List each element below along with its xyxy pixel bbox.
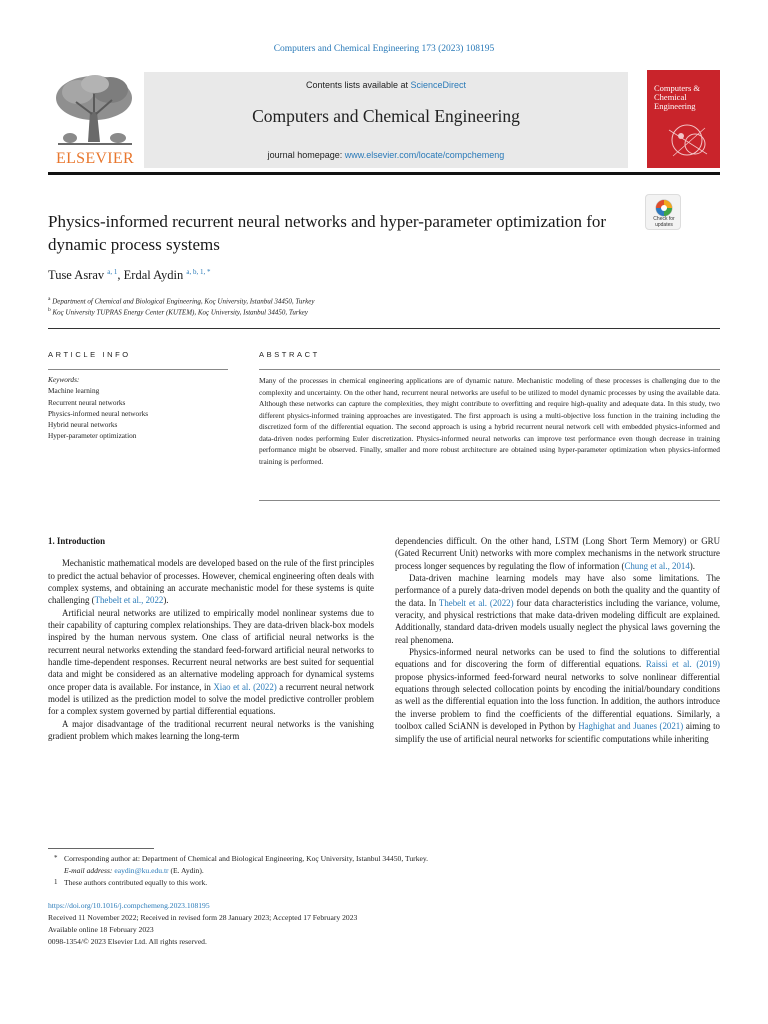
footnote-mark: 1 (54, 878, 58, 886)
available-online-date: Available online 18 February 2023 (48, 925, 154, 934)
cover-artwork-icon (647, 118, 720, 164)
body-paragraph (395, 646, 720, 745)
article-info-rule (48, 369, 228, 370)
body-text: a recurrent neural network model is utilized as the prediction model to solve the model predictive controller problem for a complex system governed by partial differential equations. (48, 681, 374, 717)
footnote-text: These authors contributed equally to this work. (64, 878, 208, 887)
citation-link[interactable]: Xiao et al. (2022) (213, 681, 277, 692)
body-paragraph (48, 607, 374, 718)
section-heading-introduction: 1. Introduction (48, 536, 106, 546)
article-info-heading: ARTICLE INFO (48, 350, 131, 359)
keyword-item: Recurrent neural networks (48, 397, 126, 407)
keyword-item: Hyper-parameter optimization (48, 431, 137, 441)
journal-homepage-link[interactable]: www.elsevier.com/locate/compchemeng (344, 150, 505, 160)
masthead-divider (48, 172, 720, 175)
author-separator: , (117, 268, 124, 283)
abstract-body: Many of the processes in chemical engineering applications are of dynamic nature. Mechanistic modeling of these processes is challenging due to the complexity and uncertainty. On the other hand, recurrent neural networks are useful to be utilized to model dynamic processes by using the available data. Although these networks can capture the complexities, they might contribute to overfitting and require high-quality and adequate data. In this study, two different physics-informed training approaches are investigated. The first approach is using a multi-objective loss function in the training including the discretized form of the differential equation. The second approach is using a hybrid recurrent neural network cell with embedded physics-informed and data-driven nodes performing Euler discretization. Physics-informed neural networks can improve test performance even though decrease in training performance might be observed. Finally, smaller and more robust architecture are obtained using hyper-parameter optimization when physics-informed training is performed. (259, 376, 720, 466)
cover-title: Computers & Chemical Engineering (654, 83, 701, 111)
body-text: Physics-informed neural networks can be used to find the solutions to differential equations and for discovering the form of differential equations. (395, 647, 720, 670)
footnote-equal-contribution (48, 877, 720, 889)
citation-link[interactable]: Haghighat and Juanes (2021) (578, 721, 684, 732)
affiliation-b (48, 307, 308, 316)
citation-link[interactable]: Chung et al., 2014 (624, 560, 690, 571)
citation-link[interactable]: Thebelt et al. (2022) (438, 597, 514, 608)
body-text: propose physics-informed feed-forward neural networks to solve nonlinear differential equations through selected collocation points by encoding the initial/boundary conditions as well as the differential equation into the loss function. In addition, the authors introduce the inverse problem to find the coefficients of the differential equations. Similarly, a toolbox called SciANN is developed in Python by (395, 671, 720, 732)
affiliation-mark: b (48, 307, 51, 313)
contents-prefix: Contents lists available at (305, 80, 411, 90)
journal-header-box (144, 72, 628, 168)
homepage-prefix: journal homepage: (267, 150, 345, 160)
footnote-corresponding (48, 853, 720, 865)
body-text: ). (163, 595, 169, 606)
abstract-heading: ABSTRACT (259, 350, 320, 359)
received-dates: Received 11 November 2022; Received in revised form 28 January 2023; Accepted 17 February 2023 (48, 913, 358, 922)
title-block-divider (48, 328, 720, 329)
affiliation-mark: a (48, 296, 51, 302)
body-text: four data characteristics including the variance, volume, veracity, and physical restrictions that make data-driven modeling difficult are explained. Additionally, standard data-driven models usually neglect the physical laws governing the real phenomena. (395, 597, 720, 645)
body-text: Artificial neural networks are utilized to empirically model nonlinear systems due to their capability of capturing complex relationships. They are data-driven black-box models inspired by the human nervous system. One class of artificial neural networks is the recurrent neural networks extending the standard feed-forward artificial neural networks to handle time-dependent responses. Recurrent neural networks are best suited for sequential data and might be considered as an alternative modeling approach for dynamical systems once proper data is available. For instance, in (48, 607, 374, 692)
journal-cover-thumbnail[interactable] (647, 70, 720, 168)
keywords-block (48, 374, 238, 442)
article-title: Physics-informed recurrent neural networks and hyper-parameter optimization for dynamic process systems (48, 212, 607, 254)
keywords-label: Keywords: (48, 375, 80, 384)
citation-link[interactable]: Thebelt et al., 2022 (94, 595, 164, 606)
body-paragraph (395, 572, 720, 646)
elsevier-wordmark: ELSEVIER (56, 150, 134, 167)
footnote-rule (48, 848, 154, 849)
body-text: Data-driven machine learning models may have also some limitations. The performance of a purely data-driven model depends on both the quality and the quantity of the data. In (395, 573, 720, 608)
author-name[interactable]: Erdal Aydin (123, 268, 184, 283)
body-text: Mechanistic mathematical models are developed based on the rule of the first principles to predict the actual behavior of processes. However, chemical engineering often deals with complex systems, and obtaining an accurate mechanistic model for these systems is quite challenging ( (48, 558, 374, 606)
email-suffix: (E. Aydin). (168, 866, 204, 875)
body-text: aiming to simplify the use of artificial neural networks for scientific computations while inheriting (395, 721, 720, 744)
affiliation-text: Koç University TUPRAS Energy Center (KUTEM), Koç University, Istanbul 34450, Turkey (52, 308, 308, 317)
keyword-item: Physics-informed neural networks (48, 408, 149, 418)
crossmark-label: Check for updates (653, 216, 675, 228)
body-paragraph: A major disadvantage of the traditional recurrent neural networks is the vanishing gradient problem which makes learning the long-term (48, 718, 374, 742)
elsevier-tree-icon (48, 72, 142, 150)
affiliation-a (48, 296, 314, 305)
keyword-item: Hybrid neural networks (48, 420, 118, 430)
body-text: ). (689, 560, 695, 571)
footnotes (48, 853, 720, 889)
journal-homepage-line (144, 150, 628, 160)
email-label: E-mail address: (64, 866, 113, 875)
keyword-item: Machine learning (48, 386, 100, 396)
body-left-column (48, 535, 374, 743)
body-paragraph (395, 535, 720, 572)
copyright-line: 0098-1354/© 2023 Elsevier Ltd. All rights reserved. (48, 937, 207, 946)
publication-info (48, 900, 720, 948)
author-list (48, 268, 210, 283)
abstract-rule (259, 369, 720, 370)
footnote-email (48, 865, 720, 877)
author-affiliation-marks[interactable]: a, 1 (107, 268, 118, 276)
affiliation-text: Department of Chemical and Biological Engineering, Koç University, Istanbul 34450, Turkey (52, 297, 315, 306)
crossmark-check-for-updates-button[interactable] (645, 194, 681, 230)
body-right-column (395, 535, 720, 745)
contents-available-line (144, 80, 628, 90)
email-link[interactable]: eaydin@ku.edu.tr (114, 866, 169, 875)
author-affiliation-marks[interactable]: a, b, 1, * (186, 268, 211, 276)
sciencedirect-link[interactable]: ScienceDirect (410, 80, 467, 90)
footnote-mark: * (54, 854, 58, 862)
journal-masthead (48, 72, 720, 170)
elsevier-tree-logo[interactable] (48, 72, 142, 168)
abstract-bottom-rule (259, 500, 720, 501)
doi-link[interactable]: https://doi.org/10.1016/j.compchemeng.2023.108195 (48, 901, 210, 910)
author-name[interactable]: Tuse Asrav (48, 268, 105, 283)
body-paragraph (48, 557, 374, 606)
journal-title: Computers and Chemical Engineering (252, 106, 520, 126)
footnote-text: Corresponding author at: Department of Chemical and Biological Engineering, Koç University, Istanbul 34450, Turkey. (64, 854, 429, 863)
citation-link[interactable]: Raissi et al. (2019) (645, 659, 720, 670)
journal-citation-link[interactable]: Computers and Chemical Engineering 173 (2023) 108195 (273, 44, 495, 54)
body-text: dependencies difficult. On the other hand, LSTM (Long Short Term Memory) or GRU (Gated Recurrent Unit) networks with more complex mechanisms in the network structure process longer sequences by regulating the flow of information ( (395, 536, 720, 571)
